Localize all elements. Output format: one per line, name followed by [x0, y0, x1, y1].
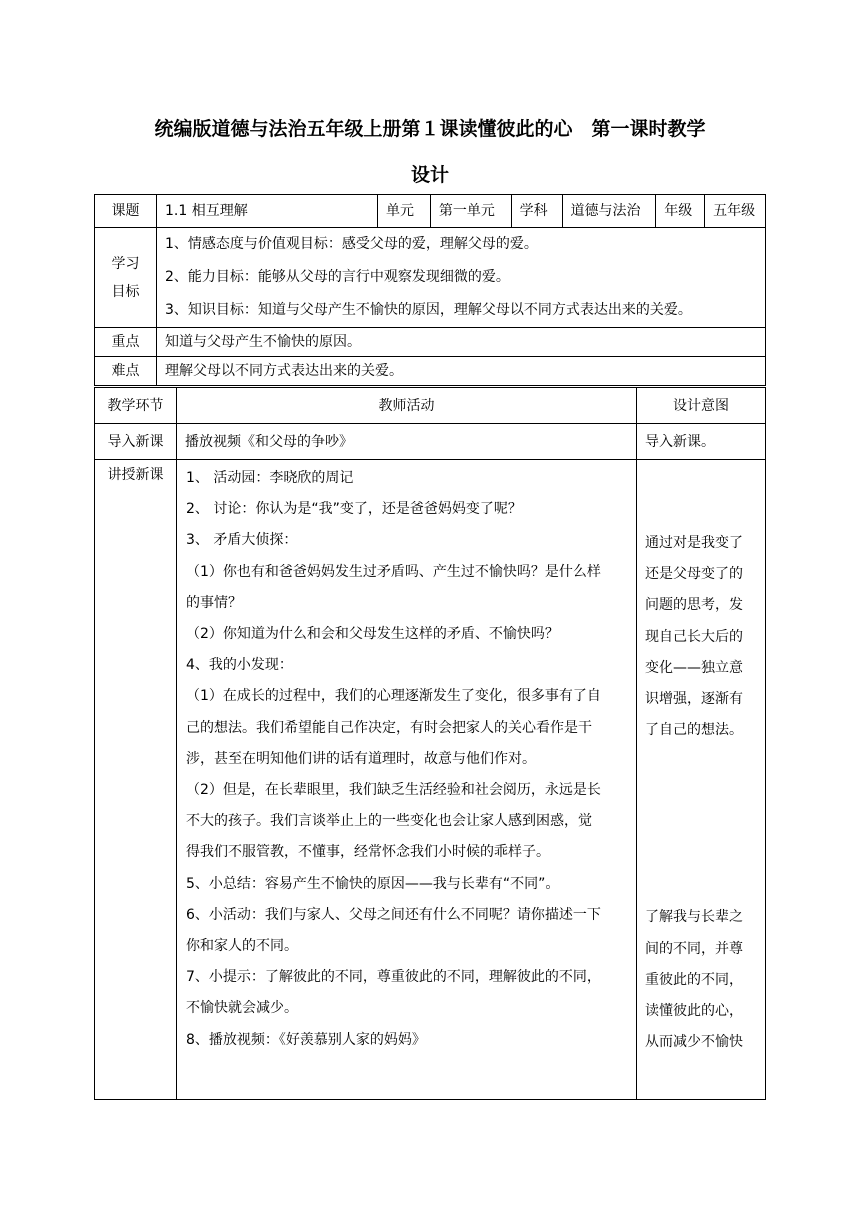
activity-line: （1）在成长的过程中，我们的心理逐渐发生了变化，很多事有了自	[186, 688, 601, 705]
unit-value: 第一单元	[430, 195, 511, 228]
activity-line: 6、小活动：我们与家人、父母之间还有什么不同呢？请你描述一下	[186, 906, 601, 923]
activity-line: （1）你也有和爸爸妈妈发生过矛盾吗、产生过不愉快吗？是什么样	[186, 563, 601, 580]
goals-row	[95, 228, 766, 328]
activity-line: 不大的孩子。我们言谈举止上的一些变化也会让家人感到困惑，觉	[186, 813, 592, 830]
header-activity: 教师活动	[177, 388, 637, 424]
difficulty-value: 理解父母以不同方式表达出来的关爱。	[157, 357, 766, 386]
teach-activities	[177, 460, 637, 1100]
teaching-process-table	[94, 387, 766, 1100]
activity-line: 8、播放视频：《好羡慕别人家的妈妈》	[186, 1031, 426, 1048]
header-intent: 设计意图	[637, 388, 766, 424]
unit-label: 单元	[378, 195, 431, 228]
teach-intent	[637, 460, 766, 1100]
activity-line: 5、小总结：容易产生不愉快的原因——我与长辈有“不同”。	[186, 875, 560, 892]
activity-line: 己的想法。我们希望能自己作决定，有时会把家人的关心看作是干	[186, 719, 592, 736]
activity-line: 涉，甚至在明知他们讲的话有道理时，故意与他们作对。	[186, 750, 536, 767]
topic-value: 1.1 相互理解	[157, 195, 378, 228]
activity-line: 的事情？	[186, 594, 242, 611]
activity-line: （2）你知道为什么和会和父母发生这样的矛盾、不愉快吗？	[186, 626, 559, 643]
document-title-line-2: 设计	[410, 164, 449, 186]
activity-line: 3、 矛盾大侦探：	[186, 532, 298, 549]
topic-label: 课题	[95, 195, 157, 228]
difficulty-row	[95, 357, 766, 386]
activity-line: 得我们不服管教，不懂事，经常怀念我们小时候的乖样子。	[186, 844, 550, 861]
intent-line: 变化——独立意	[645, 659, 743, 676]
activity-line: 4、我的小发现：	[186, 657, 293, 674]
grade-label: 年级	[656, 195, 705, 228]
intent-line: 现自己长大后的	[645, 628, 743, 645]
document-title-line-1: 统编版道德与法治五年级上册第１课读懂彼此的心 第一课时教学	[154, 118, 706, 140]
lesson-info-table	[94, 194, 766, 386]
intro-activity: 播放视频《和父母的争吵》	[177, 424, 637, 460]
intent-line: 了解我与长辈之	[645, 909, 743, 926]
activity-line: 2、 讨论：你认为是“我”变了，还是爸爸妈妈变了呢？	[186, 501, 522, 518]
goal-item: 2、能力目标：能够从父母的言行中观察发现细微的爱。	[165, 269, 510, 285]
activity-line: 你和家人的不同。	[186, 938, 298, 955]
teach-stage: 讲授新课	[95, 460, 177, 1100]
activity-line: 7、小提示：了解彼此的不同，尊重彼此的不同，理解彼此的不同，	[186, 969, 601, 986]
goal-item: 3、知识目标：知道与父母产生不愉快的原因，理解父母以不同方式表达出来的关爱。	[165, 302, 692, 318]
intro-stage: 导入新课	[95, 424, 177, 460]
goals-label-line-2: 目标	[111, 283, 140, 300]
goals-label-line-1: 学习	[111, 255, 140, 272]
intent-line: 还是父母变了的	[645, 566, 743, 583]
intent-line: 了自己的想法。	[645, 722, 743, 739]
header-row	[95, 388, 766, 424]
intent-line: 从而减少不愉快	[645, 1034, 743, 1051]
subject-value: 道德与法治	[562, 195, 656, 228]
key-point-row	[95, 328, 766, 357]
activity-line: 不愉快就会减少。	[186, 1000, 298, 1017]
difficulty-label: 难点	[95, 357, 157, 386]
goals-label	[95, 228, 157, 328]
activity-line: 1、 活动园：李晓欣的周记	[186, 470, 354, 486]
key-point-label: 重点	[95, 328, 157, 357]
intent-line: 识增强，逐渐有	[645, 691, 743, 708]
goal-item: 1、情感态度与价值观目标：感受父母的爱，理解父母的爱。	[165, 236, 538, 252]
teach-row	[95, 460, 766, 1100]
header-stage: 教学环节	[95, 388, 177, 424]
intent-line: 读懂彼此的心，	[645, 1003, 743, 1020]
key-point-value: 知道与父母产生不愉快的原因。	[157, 328, 766, 357]
intent-line: 重彼此的不同，	[645, 971, 743, 988]
intro-row	[95, 424, 766, 460]
activity-line: （2）但是，在长辈眼里，我们缺乏生活经验和社会阅历，永远是长	[186, 782, 601, 799]
subject-label: 学科	[511, 195, 562, 228]
intro-intent: 导入新课。	[637, 424, 766, 460]
info-row	[95, 195, 766, 228]
intent-line: 间的不同，并尊	[645, 940, 743, 957]
goals-content	[157, 228, 766, 328]
grade-value: 五年级	[705, 195, 766, 228]
intent-line: 通过对是我变了	[645, 535, 743, 551]
intent-line: 问题的思考，发	[645, 597, 743, 614]
